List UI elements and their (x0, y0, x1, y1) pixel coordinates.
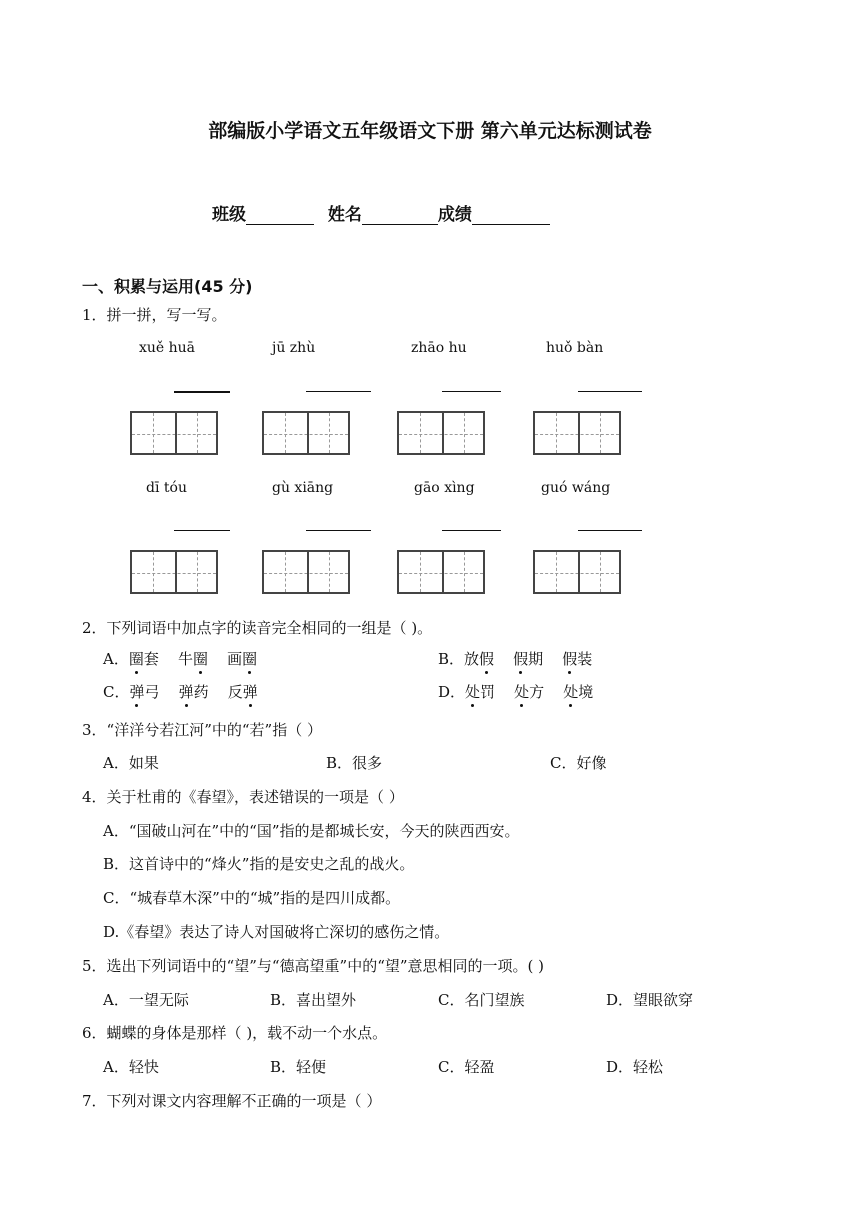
option-b[interactable]: B．轻便 (270, 1058, 327, 1076)
option-c[interactable] (103, 681, 258, 702)
option-b[interactable]: B．很多 (326, 754, 383, 772)
answer-underline (578, 391, 642, 392)
class-label: 班级 (212, 205, 246, 225)
pinyin: guó wáng (541, 480, 611, 496)
dotted-char: 处 (465, 683, 481, 701)
pinyin: gù xiāng (272, 480, 334, 496)
tianzige-writing-grid[interactable] (262, 411, 350, 455)
dotted-char: 圈 (242, 650, 258, 668)
char: 牛 (177, 650, 193, 668)
question-7: 7．下列对课文内容理解不正确的一项是（ ） (82, 1092, 382, 1110)
dotted-char: 圈 (128, 650, 144, 668)
student-info-line (212, 200, 550, 225)
option-c[interactable]: C．名门望族 (438, 991, 525, 1009)
option-b[interactable]: B．喜出望外 (270, 991, 357, 1009)
dotted-char: 处 (514, 683, 530, 701)
tianzige-writing-grid[interactable] (130, 411, 218, 455)
option-letter: D． (438, 683, 466, 701)
answer-underline (442, 530, 501, 531)
option-d[interactable]: D．望眼欲穿 (606, 991, 694, 1009)
option-a[interactable]: A．“国破山河在”中的“国”指的是都城长安，今天的陕西西安。 (103, 822, 520, 840)
char: 弓 (144, 683, 160, 701)
char: 期 (528, 650, 544, 668)
dotted-char: 弹 (129, 683, 145, 701)
question-1: 1．拼一拼，写一写。 (82, 306, 227, 324)
answer-underline (306, 391, 371, 392)
dotted-char: 假 (562, 650, 578, 668)
option-b[interactable]: B．这首诗中的“烽火”指的是安史之乱的战火。 (103, 855, 415, 873)
question-3: 3．“洋洋兮若江河”中的“若”指（ ） (82, 721, 322, 739)
question-5: 5．选出下列词语中的“望”与“德高望重”中的“望”意思相同的一项。( ) (82, 957, 545, 975)
char: 装 (577, 650, 593, 668)
option-a[interactable]: A．轻快 (103, 1058, 159, 1076)
answer-underline (442, 391, 501, 392)
question-2: 2．下列词语中加点字的读音完全相同的一组是（ )。 (82, 619, 433, 637)
score-label: 成绩 (437, 205, 472, 225)
pinyin: huǒ bàn (546, 340, 604, 356)
name-blank[interactable] (362, 206, 438, 225)
char: 药 (193, 683, 209, 701)
question-4: 4．关于杜甫的《春望》，表述错误的一项是（ ） (82, 788, 404, 806)
tianzige-writing-grid[interactable] (397, 411, 485, 455)
option-a[interactable]: A．如果 (103, 754, 159, 772)
option-c[interactable]: C．好像 (550, 754, 607, 772)
page-title: 部编版小学语文五年级语文下册 第六单元达标测试卷 (208, 120, 652, 142)
answer-underline (174, 530, 230, 531)
option-b[interactable] (438, 648, 592, 669)
score-blank[interactable] (472, 206, 550, 225)
class-blank[interactable] (246, 206, 314, 225)
dotted-char: 圈 (192, 650, 208, 668)
option-d[interactable] (438, 681, 593, 702)
pinyin: gāo xìng (414, 480, 475, 496)
pinyin: jū zhù (272, 340, 316, 356)
char: 套 (143, 650, 159, 668)
char: 画 (227, 650, 243, 668)
char: 方 (529, 683, 545, 701)
dotted-char: 假 (479, 650, 495, 668)
dotted-char: 弹 (242, 683, 258, 701)
option-letter: B． (438, 650, 465, 668)
tianzige-writing-grid[interactable] (533, 411, 621, 455)
pinyin: zhāo hu (411, 340, 467, 356)
answer-underline (174, 391, 230, 393)
char: 放 (464, 650, 480, 668)
char: 反 (227, 683, 243, 701)
pinyin: xuě huā (139, 340, 196, 356)
option-letter: A． (103, 650, 129, 668)
dotted-char: 弹 (178, 683, 194, 701)
tianzige-writing-grid[interactable] (262, 550, 350, 594)
name-label: 姓名 (327, 205, 362, 225)
option-letter: C． (103, 683, 130, 701)
answer-underline (306, 530, 371, 531)
option-c[interactable]: C．轻盈 (438, 1058, 495, 1076)
char: 境 (578, 683, 594, 701)
section-heading: 一、积累与运用(45 分) (82, 277, 253, 296)
option-a[interactable]: A．一望无际 (103, 991, 189, 1009)
option-c[interactable]: C．“城春草木深”中的“城”指的是四川成都。 (103, 889, 401, 907)
option-a[interactable] (103, 648, 257, 669)
char: 罚 (480, 683, 496, 701)
dotted-char: 假 (513, 650, 529, 668)
pinyin: dī tóu (146, 480, 187, 496)
answer-underline (578, 530, 642, 531)
tianzige-writing-grid[interactable] (130, 550, 218, 594)
option-d[interactable]: D.《春望》表达了诗人对国破将亡深切的感伤之情。 (103, 923, 450, 941)
option-d[interactable]: D．轻松 (606, 1058, 664, 1076)
tianzige-writing-grid[interactable] (397, 550, 485, 594)
dotted-char: 处 (563, 683, 579, 701)
question-6: 6．蝴蝶的身体是那样（ )，载不动一个水点。 (82, 1024, 388, 1042)
tianzige-writing-grid[interactable] (533, 550, 621, 594)
